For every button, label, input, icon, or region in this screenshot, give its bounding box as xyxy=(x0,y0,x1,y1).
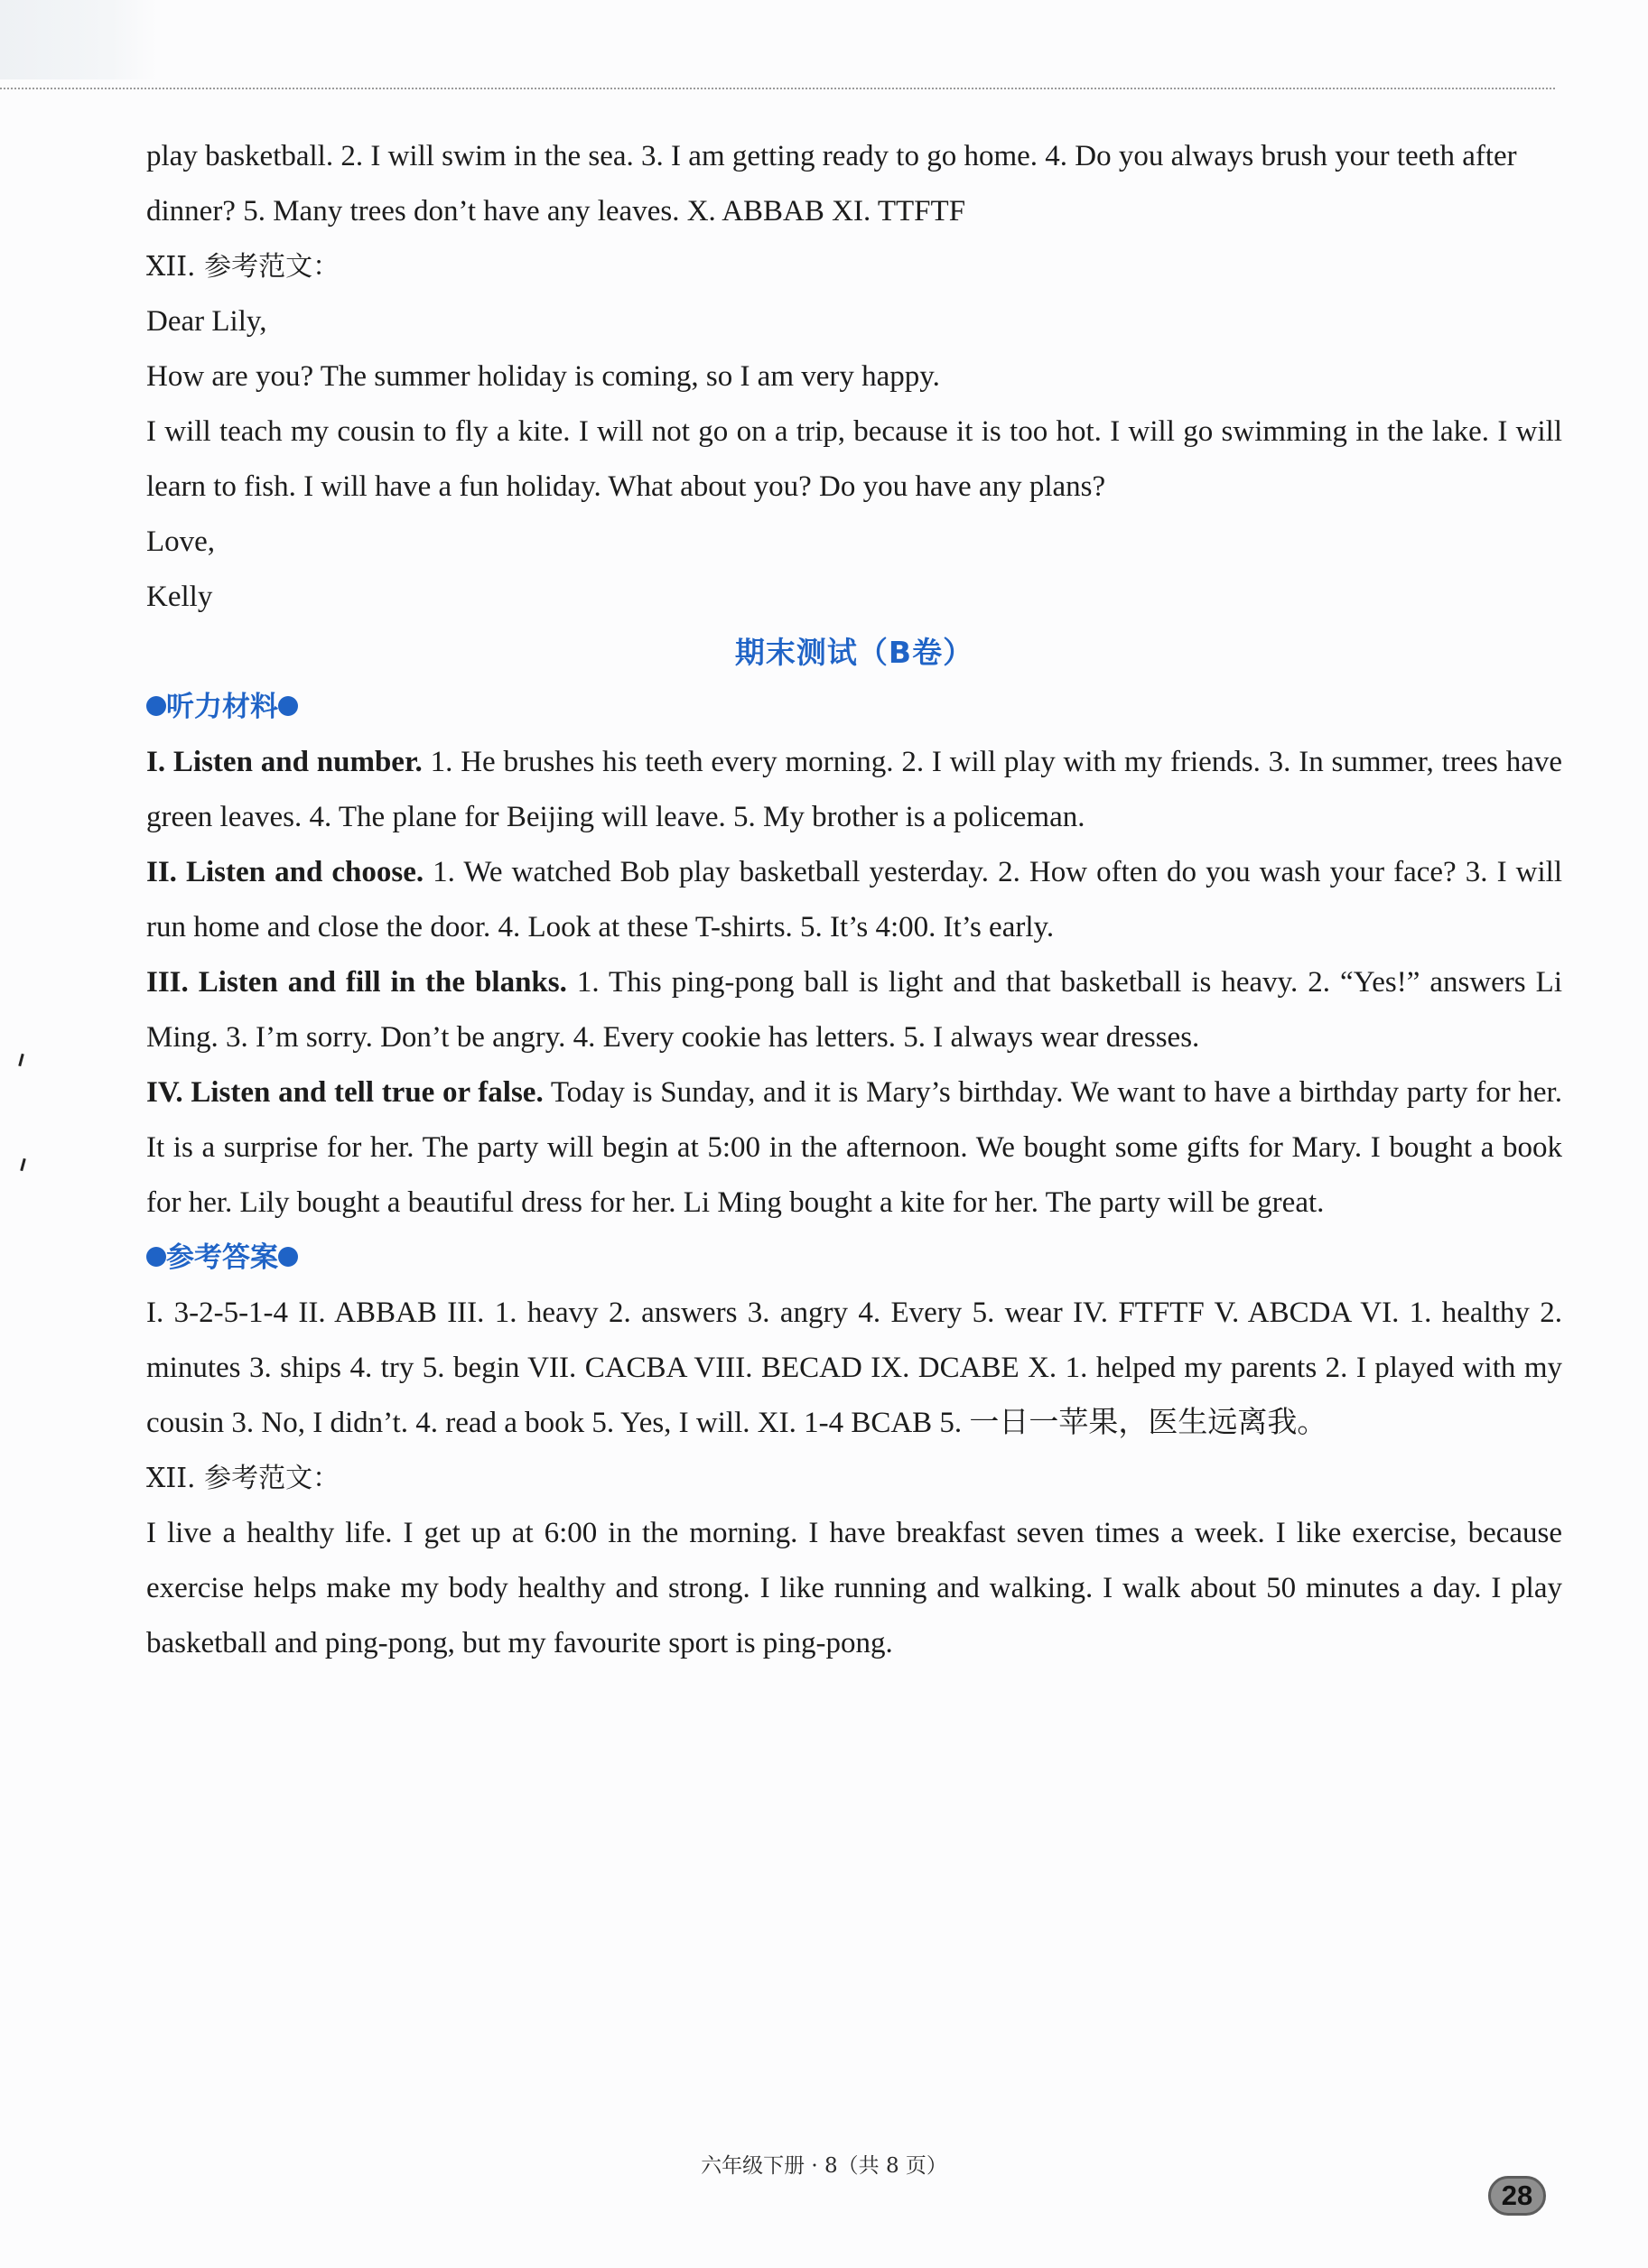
essay-a-closing: Love, xyxy=(146,525,216,558)
bullet-dot-icon xyxy=(146,1247,166,1267)
essay-a-signature: Kelly xyxy=(146,581,213,613)
listening-item-text: 1. He brushes his teeth every morning. 2. I will play with my friends. 3. In summer, trees have green leaves. 4. The plane for Beijing will leave. 5. My brother is a policeman. xyxy=(146,746,1562,833)
essay-a-paragraph-2: I will teach my cousin to fly a kite. I will not go on a trip, because it is too hot. I will go swimming in the lake. I will learn to fish. I will have a fun holiday. What about you? Do you have any plans? xyxy=(146,415,1562,503)
page-content xyxy=(146,129,1562,1671)
listening-item-1 xyxy=(146,735,1562,845)
margin-speck xyxy=(18,1054,24,1066)
page-footer: 六年级下册 · 8（共 8 页） xyxy=(701,2154,947,2178)
bullet-dot-icon xyxy=(146,696,166,716)
listening-item-3 xyxy=(146,955,1562,1065)
answers-line-2: dinner? 5. Many trees don’t have any leaves. X. ABBAB XI. TTFTF xyxy=(146,195,966,228)
listening-item-label: III. Listen and fill in the blanks. xyxy=(146,966,567,999)
listening-item-text: Today is Sunday, and it is Mary’s birthday. We want to have a birthday party for her. It is a surprise for her. The party will begin at 5:00 in the afternoon. We bought some gifts for Mary. I bought a book for her. Lily bought a beautiful dress for her. Li Ming bought a kite for her. The party will be great. xyxy=(146,1076,1562,1219)
margin-speck xyxy=(20,1158,26,1171)
essay-a-greeting: Dear Lily, xyxy=(146,305,267,338)
answers-continued xyxy=(146,129,1562,239)
listening-item-label: II. Listen and choose. xyxy=(146,856,424,888)
listening-heading-text: 听力材料 xyxy=(166,691,278,723)
listening-item-text: 1. This ping-pong ball is light and that basketball is heavy. 2. “Yes!” answers Li Ming. 3. I’m sorry. Don’t be angry. 4. Every cookie has letters. 5. I always wear dresses. xyxy=(146,966,1562,1054)
essay-a-paragraph-1: How are you? The summer holiday is coming, so I am very happy. xyxy=(146,360,940,393)
listening-item-label: IV. Listen and tell true or false. xyxy=(146,1076,544,1109)
top-dotted-rule xyxy=(0,88,1555,89)
bullet-dot-icon xyxy=(278,696,298,716)
listening-item-2 xyxy=(146,845,1562,955)
listening-item-4 xyxy=(146,1065,1562,1231)
listening-item-text: 1. We watched Bob play basketball yesterday. 2. How often do you wash your face? 3. I will run home and close the door. 4. Look at these T-shirts. 5. It’s 4:00. It’s early. xyxy=(146,856,1562,943)
listening-item-label: I. Listen and number. xyxy=(146,746,423,778)
corner-shading xyxy=(0,0,158,79)
answers-text: I. 3-2-5-1-4 II. ABBAB III. 1. heavy 2. answers 3. angry 4. Every 5. wear IV. FTFTF V. ABCDA VI. 1. healthy 2. minutes 3. ships 4. try 5. begin VII. CACBA VIII. BECAD IX. DCABE X. 1. helped my parents 2. I played with my cousin 3. No, I didn’t. 4. read a book 5. Yes, I will. XI. 1-4 BCAB 5. 一日一苹果，医生远离我。 xyxy=(146,1297,1562,1439)
answers-line-1: play basketball. 2. I will swim in the sea. 3. I am getting ready to go home. 4. Do you always brush your teeth after xyxy=(146,140,1517,172)
essay-a-label: XII. 参考范文： xyxy=(146,251,340,283)
answers-heading-text: 参考答案 xyxy=(166,1241,278,1274)
answers-heading xyxy=(146,1231,1562,1286)
page-number-badge: 28 xyxy=(1488,2176,1546,2216)
listening-heading xyxy=(146,680,1562,735)
essay-b-label: XII. 参考范文： xyxy=(146,1463,340,1494)
section-title: 期末测试（B卷） xyxy=(734,635,974,670)
bullet-dot-icon xyxy=(278,1247,298,1267)
essay-b-text: I live a healthy life. I get up at 6:00 in the morning. I have breakfast seven times a week. I like exercise, because exercise helps make my body healthy and strong. I like running and walking. I walk about 50 minutes a day. I play basketball and ping-pong, but my favourite sport is ping-pong. xyxy=(146,1517,1562,1659)
